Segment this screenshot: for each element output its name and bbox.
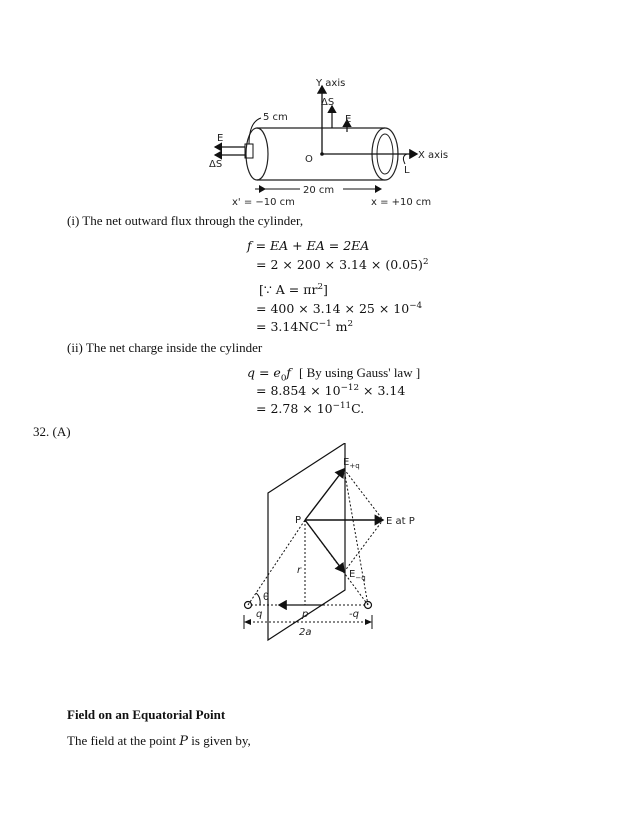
part-ii-eq3 — [256, 401, 364, 416]
part-ii-eq2-main: = 8.854 × 10 — [256, 383, 341, 398]
e-minus-q-label: $E_{-q}$ — [349, 569, 366, 582]
x-left-label: x' = −10 cm — [232, 197, 295, 208]
e-plus-q-label: $E_{+q}$ — [343, 457, 360, 470]
e-at-p-label: E at P — [386, 516, 415, 527]
dipole-figure — [235, 443, 435, 643]
p-point-label: P — [295, 515, 302, 526]
part-i-eq2-main: = 2 × 200 × 3.14 × (0.05) — [256, 257, 423, 272]
left-delta-s-label: ΔS — [209, 159, 223, 170]
part-i-eq3-exp: 2 — [317, 281, 324, 292]
section-text-p: P — [179, 734, 189, 749]
l-label: L — [404, 165, 410, 176]
p-small-label: p — [302, 609, 309, 620]
part-ii-eq1-main: q = e — [247, 365, 281, 380]
part-i-eq4-main: = 400 × 3.14 × 25 × 10 — [256, 301, 410, 316]
section-heading: Field on an Equatorial Point — [67, 707, 226, 722]
part-i-eq5-exp1: −1 — [318, 318, 332, 329]
part-i-eq3-main: [∵ A = πr — [259, 282, 318, 297]
part-ii-eq2-tail: × 3.14 — [359, 383, 406, 398]
parallelogram-bottom — [344, 520, 383, 572]
q-left-label: q — [256, 609, 263, 620]
x-right-label: x = +10 cm — [371, 197, 432, 208]
part-ii-eq1-f: f — [286, 365, 292, 380]
parallelogram-top — [344, 469, 383, 520]
part-i-eq5-exp2: 2 — [347, 318, 354, 329]
section-text-a: The field at the point — [67, 733, 180, 748]
part-ii-eq2 — [256, 383, 405, 398]
origin-label: O — [305, 154, 313, 165]
length-label: 20 cm — [303, 185, 335, 196]
part-i-eq4-exp: −4 — [409, 300, 423, 311]
part-i-eq4 — [256, 301, 422, 316]
part-ii-eq3-exp: −11 — [332, 400, 352, 411]
x-axis-label: X axis — [418, 150, 449, 161]
question-32-label: 32. (A) — [33, 424, 71, 439]
two-a-label: 2a — [299, 627, 312, 638]
y-axis-label: Y axis — [316, 78, 346, 89]
r-label: r — [297, 565, 302, 576]
part-ii-eq1-sub: 0 — [280, 373, 287, 384]
section-text-b: is given by, — [188, 733, 251, 748]
part-i-eq5-unit: m — [331, 319, 348, 334]
part-ii-text: (ii) The net charge inside the cylinder — [67, 340, 263, 355]
theta-arc — [256, 593, 260, 605]
part-i-eq3 — [259, 282, 328, 297]
part-ii-eq3-main: = 2.78 × 10 — [256, 401, 333, 416]
part-ii-eq1-note: [ By using Gauss' law ] — [299, 365, 421, 380]
line-q-to-p — [248, 520, 305, 605]
l-arrow — [403, 154, 407, 164]
part-ii-eq1 — [247, 365, 421, 384]
section-text — [67, 733, 251, 749]
part-i-eq5 — [256, 319, 353, 334]
part-ii-eq2-exp: −12 — [340, 382, 360, 393]
e-plus-q-arrow — [305, 469, 344, 520]
part-i-eq5-main: = 3.14NC — [256, 319, 319, 334]
part-ii-eq3-tail: C. — [351, 401, 365, 416]
part-i-eq3-close: ] — [323, 282, 328, 297]
part-i-text: (i) The net outward flux through the cylinder, — [67, 213, 304, 228]
part-i-eq2-exp: 2 — [422, 256, 429, 267]
dotted-extension — [344, 469, 368, 605]
part-i-eq2 — [256, 257, 429, 272]
origin-dot — [320, 152, 324, 156]
theta-label: θ — [263, 592, 270, 603]
cylinder-figure — [195, 72, 465, 212]
top-e-label: E — [345, 114, 352, 125]
part-i-eq1: f = EA + EA = 2EA — [247, 238, 370, 253]
e-minus-q-arrow — [305, 520, 344, 572]
radius-label: 5 cm — [263, 112, 288, 123]
left-e-label: E — [217, 133, 224, 144]
top-delta-s-label: ΔS — [321, 97, 335, 108]
q-right-label: -q — [349, 609, 359, 620]
